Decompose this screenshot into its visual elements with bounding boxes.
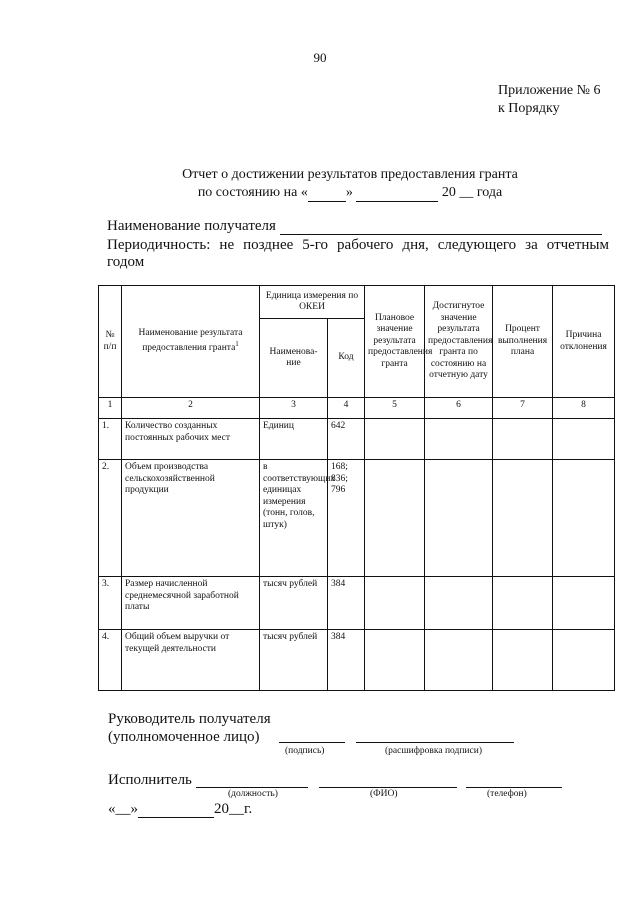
report-table [98, 285, 615, 691]
page-number: 90 [313, 50, 327, 65]
percent-cell[interactable] [493, 460, 553, 577]
signer-label [108, 710, 271, 746]
column-number: 3 [260, 398, 328, 419]
date-prefix: по состоянию на « [197, 185, 308, 200]
row-unit: в соответствующих единицах измерения (тонн, голов, штук) [260, 460, 328, 577]
header-reason: Причина отклонения [553, 286, 615, 398]
signature-decode-blank[interactable] [356, 742, 514, 743]
row-code: 642 [328, 419, 365, 460]
reason-cell[interactable] [553, 419, 615, 460]
row-code: 384 [328, 630, 365, 691]
header-result-name [122, 286, 260, 398]
percent-cell[interactable] [493, 630, 553, 691]
month-blank[interactable] [356, 189, 438, 202]
year-suffix: 20 __ года [438, 185, 503, 200]
planned-cell[interactable] [365, 577, 425, 630]
recipient-row [107, 218, 602, 235]
planned-cell[interactable] [365, 460, 425, 577]
row-unit: тысяч рублей [260, 630, 328, 691]
signature-decode-caption: (расшифровка подписи) [385, 746, 482, 756]
signature-blank[interactable] [279, 742, 345, 743]
signer-line2: (уполномоченное лицо) [108, 729, 260, 745]
column-number: 2 [122, 398, 260, 419]
recipient-blank[interactable] [280, 220, 602, 235]
position-caption: (должность) [228, 789, 278, 799]
row-unit: Единиц [260, 419, 328, 460]
position-blank[interactable] [196, 787, 308, 788]
row-code: 384 [328, 577, 365, 630]
fio-blank[interactable] [319, 787, 457, 788]
row-code: 168; 836; 796 [328, 460, 365, 577]
column-number: 7 [493, 398, 553, 419]
date-year: 20__г. [214, 801, 253, 817]
column-number-row [99, 398, 615, 419]
achieved-cell[interactable] [425, 577, 493, 630]
row-num: 2. [99, 460, 122, 577]
planned-cell[interactable] [365, 419, 425, 460]
date-day: «__» [108, 801, 138, 817]
date-line [108, 801, 252, 818]
date-month-blank[interactable] [138, 803, 214, 818]
header-unit-code: Код [328, 319, 365, 398]
planned-cell[interactable] [365, 630, 425, 691]
achieved-cell[interactable] [425, 460, 493, 577]
periodicity-line1: Периодичность: не позднее 5-го рабочего дня, следующего за отчетным [107, 237, 609, 253]
header-unit-group: Единица измерения по ОКЕИ [260, 286, 365, 319]
day-blank[interactable] [308, 189, 346, 202]
phone-caption: (телефон) [487, 789, 527, 799]
row-name: Количество созданных постоянных рабочих мест [122, 419, 260, 460]
percent-cell[interactable] [493, 577, 553, 630]
date-quote: » [345, 185, 357, 200]
signature-caption: (подпись) [285, 746, 325, 756]
report-title [0, 166, 640, 202]
header-achieved: Достигнутое значение результата предоставления гранта по состоянию на отчетную дату [425, 286, 493, 398]
row-name: Общий объем выручки от текущей деятельности [122, 630, 260, 691]
header-unit-name: Наименова-ние [260, 319, 328, 398]
appendix-number: Приложение № 6 [498, 83, 601, 98]
report-title-line1: Отчет о достижении результатов предоставления гранта [182, 167, 518, 182]
report-title-line2 [0, 184, 640, 202]
achieved-cell[interactable] [425, 419, 493, 460]
percent-cell[interactable] [493, 419, 553, 460]
table-row [99, 577, 615, 630]
row-num: 1. [99, 419, 122, 460]
fio-caption: (ФИО) [370, 789, 398, 799]
column-number: 5 [365, 398, 425, 419]
footnote-mark: 1 [235, 340, 239, 349]
recipient-label: Наименование получателя [107, 218, 276, 234]
row-num: 3. [99, 577, 122, 630]
reason-cell[interactable] [553, 460, 615, 577]
executor-label: Исполнитель [108, 772, 192, 788]
table-row [99, 419, 615, 460]
header-num: № п/п [99, 286, 122, 398]
header-percent: Процент выполнения плана [493, 286, 553, 398]
phone-blank[interactable] [466, 787, 562, 788]
reason-cell[interactable] [553, 577, 615, 630]
header-planned: Плановое значение результата предоставления гранта [365, 286, 425, 398]
periodicity-line2: годом [107, 254, 145, 270]
appendix-heading [498, 82, 601, 118]
reason-cell[interactable] [553, 630, 615, 691]
row-unit: тысяч рублей [260, 577, 328, 630]
column-number: 1 [99, 398, 122, 419]
column-number: 4 [328, 398, 365, 419]
table-row [99, 630, 615, 691]
column-number: 8 [553, 398, 615, 419]
header-result-name-text: Наименование результата предоставления гранта [138, 327, 243, 354]
signer-line1: Руководитель получателя [108, 711, 271, 727]
table-row [99, 460, 615, 577]
column-number: 6 [425, 398, 493, 419]
row-name: Размер начисленной среднемесячной заработной платы [122, 577, 260, 630]
row-num: 4. [99, 630, 122, 691]
row-name: Объем производства сельскохозяйственной продукции [122, 460, 260, 577]
appendix-reference: к Порядку [498, 101, 560, 116]
achieved-cell[interactable] [425, 630, 493, 691]
